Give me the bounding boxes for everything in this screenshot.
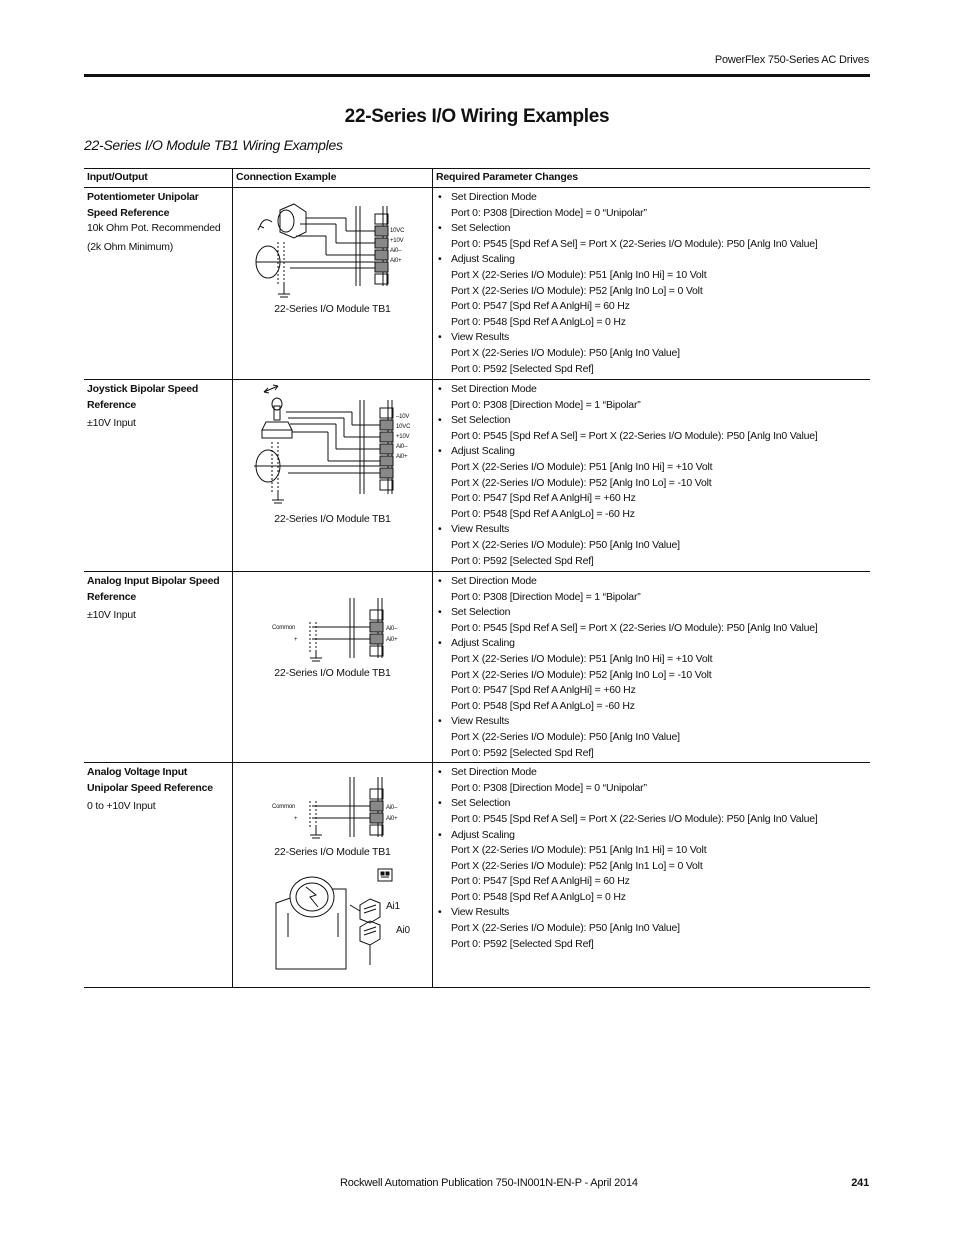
parameter-line: Port X (22-Series I/O Module): P50 [Anlg In0 Value] xyxy=(451,346,680,359)
parameter-steps xyxy=(436,574,867,761)
step-item xyxy=(436,765,867,781)
terminal-label: +10V xyxy=(389,238,403,244)
step-label: Adjust Scaling xyxy=(451,253,515,266)
step-item xyxy=(436,252,867,268)
parameters-cell xyxy=(433,188,871,380)
table-row xyxy=(84,763,870,988)
connection-cell xyxy=(233,380,433,572)
step-item xyxy=(436,714,867,730)
step-item xyxy=(436,796,867,812)
step-item xyxy=(436,636,867,652)
terminal-label: Ai0– xyxy=(385,626,397,632)
parameter-line: Port 0: P548 [Spd Ref A AnlgLo] = -60 Hz xyxy=(451,699,635,712)
io-desc: ±10V Input xyxy=(87,609,136,622)
io-desc: 0 to +10V Input xyxy=(87,800,156,813)
io-desc: 10k Ohm Pot. Recommended xyxy=(87,222,221,235)
parameters-cell xyxy=(433,763,871,988)
source-label: + xyxy=(293,816,297,823)
step-label: Set Direction Mode xyxy=(451,575,537,587)
connection-cell xyxy=(233,572,433,763)
parameter-line: Port 0: P592 [Selected Spd Ref] xyxy=(451,746,594,759)
table-row xyxy=(84,380,870,572)
parameter-line: Port 0: P547 [Spd Ref A AnlgHi] = 60 Hz xyxy=(451,300,630,313)
diagram-caption: 22-Series I/O Module TB1 xyxy=(274,667,391,679)
terminal-label: Ai0+ xyxy=(395,454,407,460)
step-item xyxy=(436,330,867,346)
parameter-line: Port X (22-Series I/O Module): P52 [Anlg In0 Lo] = -10 Volt xyxy=(451,476,712,489)
parameter-line: Port X (22-Series I/O Module): P50 [Anlg In0 Value] xyxy=(451,730,680,743)
publication-id: Rockwell Automation Publication 750-IN001N-EN-P - April 2014 xyxy=(340,1177,638,1189)
io-desc: (2k Ohm Minimum) xyxy=(87,240,174,253)
parameter-line: Port X (22-Series I/O Module): P52 [Anlg In0 Lo] = 0 Volt xyxy=(451,284,703,297)
io-cell xyxy=(84,188,233,380)
step-label: Adjust Scaling xyxy=(451,637,515,650)
wiring-examples-table xyxy=(84,168,870,988)
terminal-label: –10V xyxy=(395,414,409,420)
step-label: View Results xyxy=(451,523,510,536)
header-rule xyxy=(84,74,870,77)
analog-bipolar-wiring-diagram xyxy=(248,574,418,664)
step-item xyxy=(436,522,867,538)
parameters-cell xyxy=(433,572,871,763)
io-title: Potentiometer Unipolar Speed Reference xyxy=(87,191,199,219)
step-label: Set Direction Mode xyxy=(451,191,537,203)
parameter-line: Port 0: P545 [Spd Ref A Sel] = Port X (22-Series I/O Module): P50 [Anlg In0 Value] xyxy=(451,812,818,825)
step-label: View Results xyxy=(451,331,510,344)
step-item xyxy=(436,382,867,398)
table-row xyxy=(84,572,870,763)
parameter-line: Port 0: P592 [Selected Spd Ref] xyxy=(451,937,594,950)
step-item xyxy=(436,828,867,844)
step-label: View Results xyxy=(451,906,510,919)
source-label: + xyxy=(293,637,297,643)
diagram-caption: 22-Series I/O Module TB1 xyxy=(274,303,391,315)
page-number: 241 xyxy=(851,1177,869,1189)
step-item xyxy=(436,413,867,429)
parameter-line: Port 0: P547 [Spd Ref A AnlgHi] = +60 Hz xyxy=(451,492,636,505)
step-label: Set Selection xyxy=(451,606,511,619)
parameter-line: Port 0: P545 [Spd Ref A Sel] = Port X (22-Series I/O Module): P50 [Anlg In0 Value] xyxy=(451,237,818,250)
io-title: Analog Voltage Input Unipolar Speed Reference xyxy=(87,766,213,794)
parameter-line: Port X (22-Series I/O Module): P51 [Anlg In0 Hi] = +10 Volt xyxy=(451,652,713,665)
step-item xyxy=(436,605,867,621)
io-title: Joystick Bipolar Speed Reference xyxy=(87,383,199,411)
col-header-connection-example: Connection Example xyxy=(233,169,433,188)
step-item xyxy=(436,221,867,237)
parameter-line: Port 0: P545 [Spd Ref A Sel] = Port X (22-Series I/O Module): P50 [Anlg In0 Value] xyxy=(451,621,818,634)
joystick-wiring-diagram xyxy=(248,382,418,510)
parameter-steps xyxy=(436,382,867,569)
table-title: 22-Series I/O Module TB1 Wiring Examples xyxy=(84,137,343,153)
table-row xyxy=(84,188,870,380)
parameter-line: Port 0: P548 [Spd Ref A AnlgLo] = 0 Hz xyxy=(451,315,626,328)
parameter-line: Port 0: P592 [Selected Spd Ref] xyxy=(451,554,594,567)
parameter-line: Port 0: P308 [Direction Mode] = 1 “Bipolar” xyxy=(451,590,641,603)
step-label: Adjust Scaling xyxy=(451,445,515,458)
terminal-label: 10VC xyxy=(389,228,404,234)
jumper-label: Ai1 xyxy=(385,900,400,912)
parameter-line: Port X (22-Series I/O Module): P51 [Anlg In1 Hi] = 10 Volt xyxy=(451,844,707,857)
diagram-caption: 22-Series I/O Module TB1 xyxy=(274,846,391,859)
step-item xyxy=(436,190,867,206)
terminal-label: 10VC xyxy=(395,424,410,430)
io-title: Analog Input Bipolar Speed Reference xyxy=(87,575,220,603)
parameter-line: Port X (22-Series I/O Module): P52 [Anlg In1 Lo] = 0 Volt xyxy=(451,859,703,872)
step-label: Set Direction Mode xyxy=(451,766,537,779)
terminal-label: Ai0– xyxy=(389,248,401,254)
connection-cell xyxy=(233,763,433,988)
col-header-parameter-changes: Required Parameter Changes xyxy=(433,169,871,188)
step-label: Set Direction Mode xyxy=(451,383,537,395)
running-header: PowerFlex 750-Series AC Drives xyxy=(714,54,869,66)
parameter-line: Port 0: P308 [Direction Mode] = 0 “Unipolar” xyxy=(451,206,647,219)
step-item xyxy=(436,574,867,590)
io-cell xyxy=(84,572,233,763)
terminal-label: Ai0– xyxy=(395,444,407,450)
io-desc: ±10V Input xyxy=(87,417,136,430)
parameter-line: Port 0: P548 [Spd Ref A AnlgLo] = 0 Hz xyxy=(451,890,626,903)
step-label: Set Selection xyxy=(451,797,511,810)
parameter-line: Port 0: P545 [Spd Ref A Sel] = Port X (22-Series I/O Module): P50 [Anlg In0 Value] xyxy=(451,429,818,442)
source-label: Common xyxy=(271,625,295,631)
parameter-line: Port 0: P547 [Spd Ref A AnlgHi] = 60 Hz xyxy=(451,875,630,888)
parameter-line: Port 0: P308 [Direction Mode] = 0 “Unipolar” xyxy=(451,781,647,794)
step-item xyxy=(436,905,867,921)
step-label: Adjust Scaling xyxy=(451,828,515,841)
parameter-line: Port X (22-Series I/O Module): P50 [Anlg In0 Value] xyxy=(451,538,680,551)
terminal-label: +10V xyxy=(395,434,409,440)
step-item xyxy=(436,444,867,460)
parameter-line: Port X (22-Series I/O Module): P52 [Anlg In0 Lo] = -10 Volt xyxy=(451,668,712,681)
parameter-line: Port 0: P548 [Spd Ref A AnlgLo] = -60 Hz xyxy=(451,507,635,520)
io-cell xyxy=(84,380,233,572)
parameters-cell xyxy=(433,380,871,572)
parameter-line: Port X (22-Series I/O Module): P51 [Anlg In0 Hi] = 10 Volt xyxy=(451,268,707,281)
terminal-label: Ai0+ xyxy=(385,637,397,643)
parameter-line: Port 0: P547 [Spd Ref A AnlgHi] = +60 Hz xyxy=(451,684,636,697)
page-title: 22-Series I/O Wiring Examples xyxy=(344,106,610,127)
terminal-label: Ai0+ xyxy=(389,258,401,264)
parameter-line: Port X (22-Series I/O Module): P51 [Anlg In0 Hi] = +10 Volt xyxy=(451,460,713,473)
step-label: View Results xyxy=(451,715,510,728)
jumper-setting-illustration xyxy=(248,865,418,973)
col-header-input-output: Input/Output xyxy=(84,169,233,188)
terminal-label: Ai0+ xyxy=(385,816,397,823)
parameter-line: Port X (22-Series I/O Module): P50 [Anlg In0 Value] xyxy=(451,922,680,935)
source-label: Common xyxy=(271,804,295,811)
parameter-line: Port 0: P308 [Direction Mode] = 1 “Bipolar” xyxy=(451,398,641,411)
diagram-caption: 22-Series I/O Module TB1 xyxy=(274,513,391,525)
analog-unipolar-wiring-diagram xyxy=(248,765,418,843)
parameter-line: Port 0: P592 [Selected Spd Ref] xyxy=(451,362,594,375)
table-header-row xyxy=(84,169,870,188)
potentiometer-wiring-diagram xyxy=(248,190,418,300)
parameter-steps xyxy=(436,190,867,377)
io-cell xyxy=(84,763,233,988)
step-label: Set Selection xyxy=(451,414,511,427)
connection-cell xyxy=(233,188,433,380)
step-label: Set Selection xyxy=(451,222,511,235)
parameter-steps xyxy=(436,765,867,952)
terminal-label: Ai0– xyxy=(385,805,397,812)
jumper-label: Ai0 xyxy=(395,924,410,936)
